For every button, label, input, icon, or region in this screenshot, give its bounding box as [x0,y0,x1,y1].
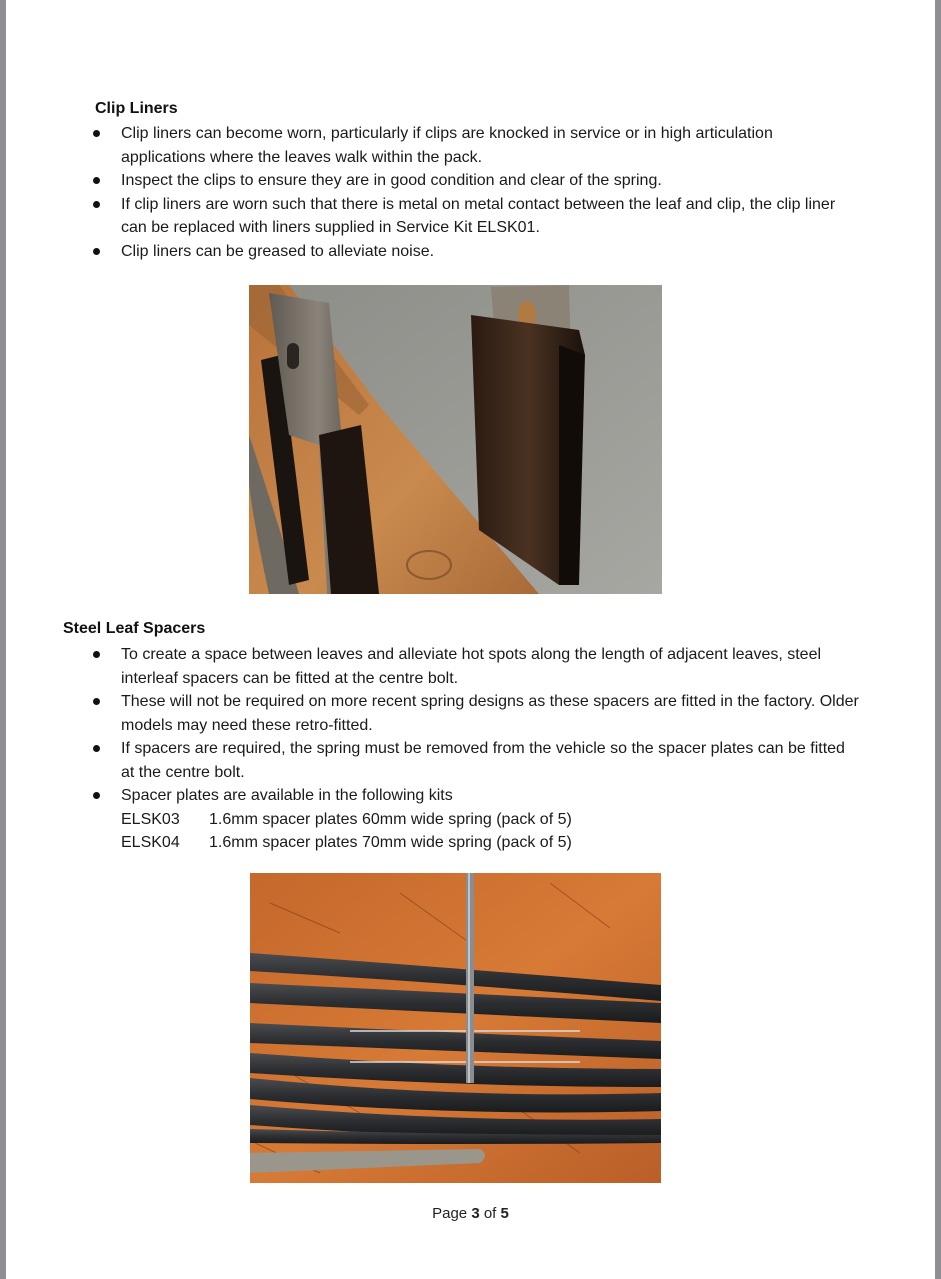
steel-leaf-spacers-list [90,643,860,855]
kits-intro: Spacer plates are available in the following kits [121,787,453,804]
kit-description: 1.6mm spacer plates 70mm wide spring (pack of 5) [209,834,572,851]
list-item: Clip liners can be greased to alleviate noise. [90,240,850,264]
kit-description: 1.6mm spacer plates 60mm wide spring (pack of 5) [209,810,572,828]
total-pages: 5 [500,1205,509,1222]
steel-leaf-spacers-heading: Steel Leaf Spacers [63,620,206,637]
leaf-spacers-photo [250,873,661,1183]
current-page: 3 [471,1205,480,1222]
leaf-spacers-photo-image [250,873,661,1183]
list-item: If spacers are required, the spring must be removed from the vehicle so the spacer plates can be fitted at the centre bolt. [90,737,860,784]
list-item: To create a space between leaves and alleviate hot spots along the length of adjacent leaves, steel interleaf spacers can be fitted at the centre bolt. [90,643,860,690]
list-item [90,784,860,855]
list-item: Clip liners can become worn, particularly if clips are knocked in service or in high articulation applications where the leaves walk within the pack. [90,122,850,169]
page-footer [6,1205,935,1222]
clip-liners-photo [249,285,662,594]
kit-row [121,808,860,832]
kit-row [121,831,860,855]
of-label: of [483,1205,497,1222]
clip-liners-photo-image [249,285,662,594]
clip-liners-list [90,122,850,263]
kit-code: ELSK03 [121,810,180,828]
kit-code: ELSK04 [121,834,180,851]
page-label: Page [432,1205,468,1222]
list-item: Inspect the clips to ensure they are in good condition and clear of the spring. [90,169,850,193]
document-page [6,0,935,1279]
clip-liners-heading: Clip Liners [95,100,178,117]
list-item: These will not be required on more recent spring designs as these spacers are fitted in the factory. Older models may need these retro-fitted. [90,690,860,737]
list-item: If clip liners are worn such that there is metal on metal contact between the leaf and clip, the clip liner can be replaced with liners supplied in Service Kit ELSK01. [90,193,850,240]
